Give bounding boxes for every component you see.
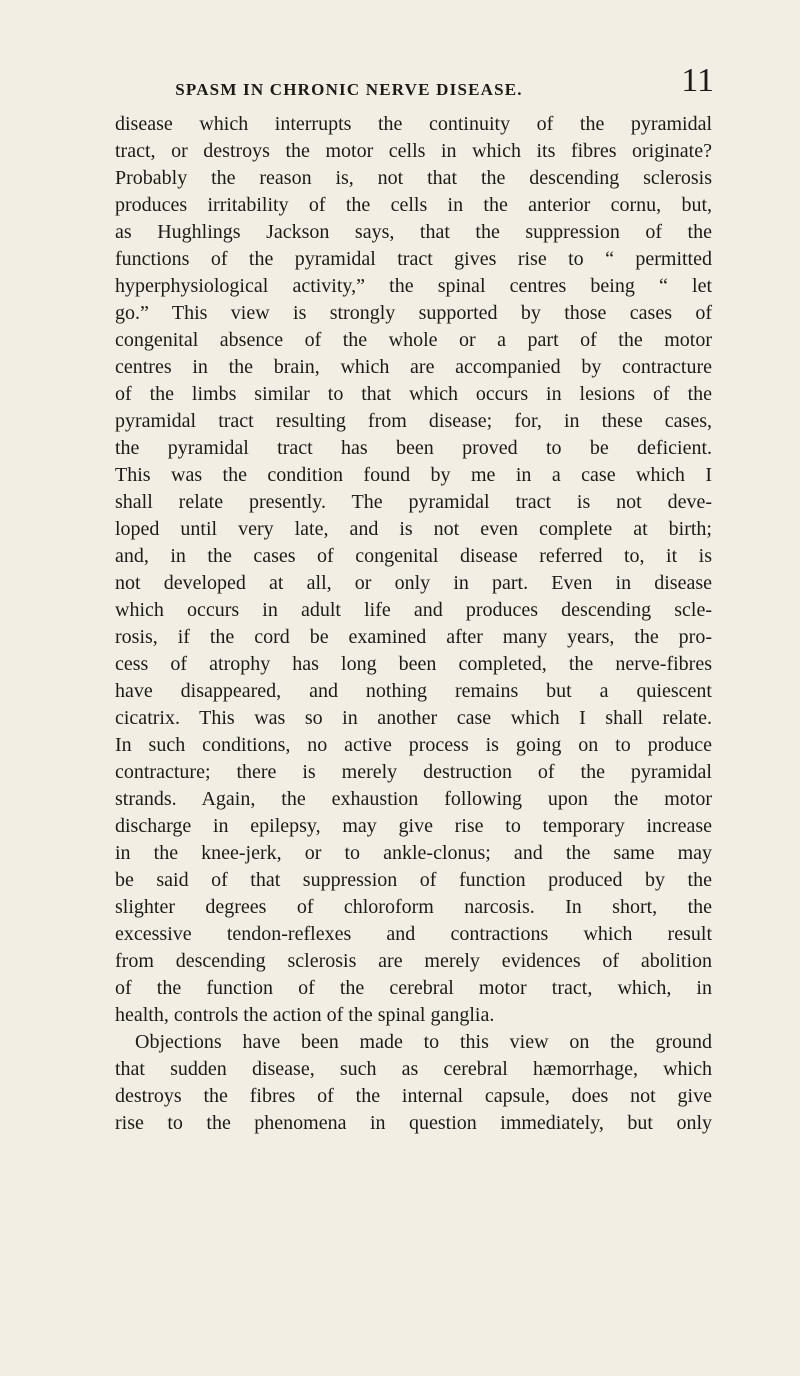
- text-line: in the knee-jerk, or to ankle-clonus; and the same may: [115, 842, 712, 864]
- running-head: [114, 64, 714, 104]
- text-line: from descending sclerosis are merely evidences of abolition: [115, 950, 712, 972]
- text-line: congenital absence of the whole or a part of the motor: [115, 329, 712, 351]
- text-line: In such conditions, no active process is going on to produce: [115, 734, 712, 756]
- text-line: This was the condition found by me in a case which I: [115, 464, 712, 486]
- text-line: shall relate presently. The pyramidal tract is not deve-: [115, 491, 712, 513]
- text-line: be said of that suppression of function produced by the: [115, 869, 712, 891]
- text-line: slighter degrees of chloroform narcosis. In short, the: [115, 896, 712, 918]
- text-line: discharge in epilepsy, may give rise to temporary increase: [115, 815, 712, 837]
- text-line: the pyramidal tract has been proved to be deficient.: [115, 437, 712, 459]
- page-number: 11: [681, 62, 714, 99]
- text-line: as Hughlings Jackson says, that the suppression of the: [115, 221, 712, 243]
- text-line: go.” This view is strongly supported by those cases of: [115, 302, 712, 324]
- text-line: of the function of the cerebral motor tract, which, in: [115, 977, 712, 999]
- text-line: that sudden disease, such as cerebral hæmorrhage, which: [115, 1058, 712, 1080]
- text-line: and, in the cases of congenital disease referred to, it is: [115, 545, 712, 567]
- text-line: of the limbs similar to that which occurs in lesions of the: [115, 383, 712, 405]
- text-line: health, controls the action of the spinal ganglia.: [115, 1004, 495, 1026]
- text-line: rise to the phenomena in question immediately, but only: [115, 1112, 712, 1134]
- text-line: loped until very late, and is not even complete at birth;: [115, 518, 712, 540]
- text-line: produces irritability of the cells in the anterior cornu, but,: [115, 194, 712, 216]
- text-line: contracture; there is merely destruction of the pyramidal: [115, 761, 712, 783]
- text-line: hyperphysiological activity,” the spinal centres being “ let: [115, 275, 712, 297]
- text-line: rosis, if the cord be examined after many years, the pro-: [115, 626, 712, 648]
- text-line: disease which interrupts the continuity of the pyramidal: [115, 113, 712, 135]
- text-line: tract, or destroys the motor cells in which its fibres originate?: [115, 140, 712, 162]
- text-line: Probably the reason is, not that the descending sclerosis: [115, 167, 712, 189]
- text-line: pyramidal tract resulting from disease; for, in these cases,: [115, 410, 712, 432]
- text-line: strands. Again, the exhaustion following upon the motor: [115, 788, 712, 810]
- paragraph-start-line: Objections have been made to this view on the ground: [135, 1031, 712, 1053]
- text-line: which occurs in adult life and produces descending scle-: [115, 599, 712, 621]
- text-line: functions of the pyramidal tract gives rise to “ permitted: [115, 248, 712, 270]
- text-line: have disappeared, and nothing remains but a quiescent: [115, 680, 712, 702]
- text-line: destroys the fibres of the internal capsule, does not give: [115, 1085, 712, 1107]
- text-line: excessive tendon-reflexes and contractions which result: [115, 923, 712, 945]
- body-text: [115, 111, 712, 1137]
- text-line: cicatrix. This was so in another case which I shall relate.: [115, 707, 712, 729]
- text-line: not developed at all, or only in part. Even in disease: [115, 572, 712, 594]
- running-title: SPASM IN CHRONIC NERVE DISEASE.: [175, 80, 523, 99]
- text-line: centres in the brain, which are accompanied by contracture: [115, 356, 712, 378]
- text-line: cess of atrophy has long been completed, the nerve-fibres: [115, 653, 712, 675]
